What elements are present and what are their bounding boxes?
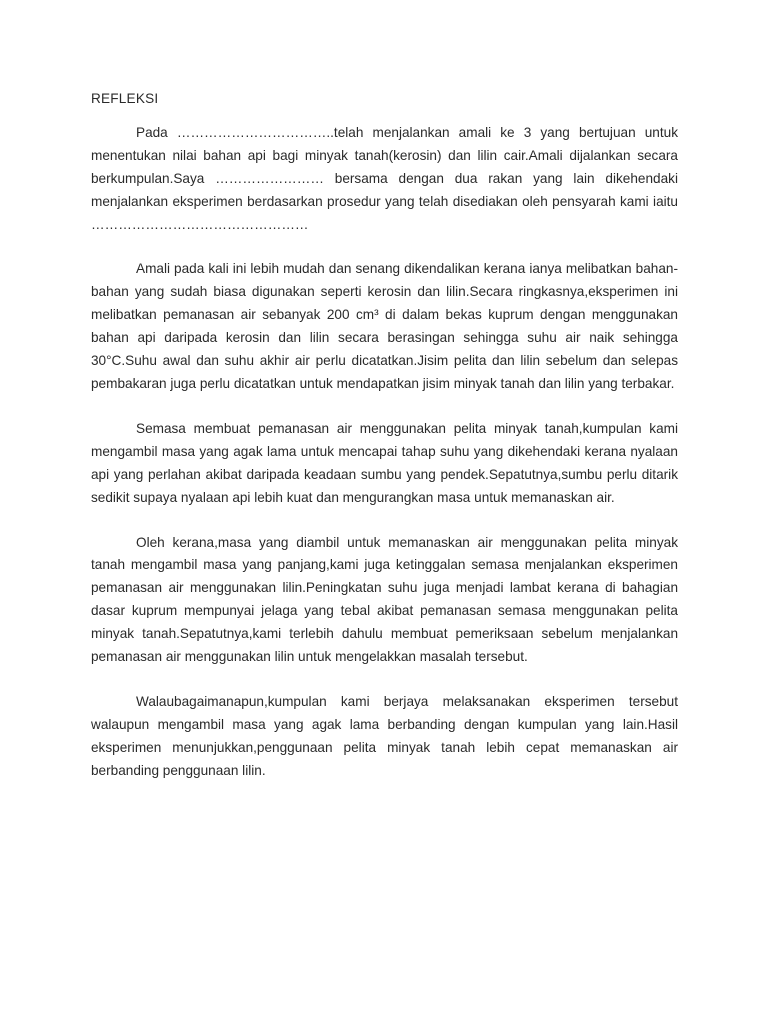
paragraph-experiment-summary: Amali pada kali ini lebih mudah dan senang dikendalikan kerana ianya melibatkan bahan-bahan yang sudah biasa digunakan seperti kerosin dan lilin.Secara ringkasnya,eksperimen ini melibatkan pemanasan air sebanyak 200 cm³ di dalam bekas kuprum dengan menggunakan bahan api daripada kerosin dan lilin secara berasingan sehingga suhu air naik sehingga 30°C.Suhu awal dan suhu akhir air perlu dicatatkan.Jisim pelita dan lilin sebelum dan selepas pembakaran juga perlu dicatatkan untuk mendapatkan jisim minyak tanah dan lilin yang terbakar.	[91, 261, 678, 391]
paragraph-kerosene-heating: Semasa membuat pemanasan air menggunakan pelita minyak tanah,kumpulan kami mengambil masa yang agak lama untuk mencapai tahap suhu yang dikehendaki kerana nyalaan api yang perlahan akibat daripada keadaan sumbu yang pendek.Sepatutnya,sumbu perlu ditarik sedikit supaya nyalaan api lebih kuat dan mengurangkan masa untuk memanaskan air.	[91, 420, 678, 505]
paragraph-introduction: Pada ……………………………..telah menjalankan amali ke 3 yang bertujuan untuk menentukan nilai bahan api bagi minyak tanah(kerosin) dan lilin cair.Amali dijalankan secara berkumpulan.Saya …………………… bersama dengan dua rakan yang lain dikehendaki menjalankan eksperimen berdasarkan prosedur yang telah disediakan oleh pensyarah kami iaitu …………………………………………	[91, 124, 678, 232]
paragraph-conclusion: Walaubagaimanapun,kumpulan kami berjaya melaksanakan eksperimen tersebut walaupun mengambil masa yang agak lama berbanding dengan kumpulan yang lain.Hasil eksperimen menunjukkan,penggunaan pelita minyak tanah lebih cepat memanaskan air berbanding penggunaan lilin.	[91, 693, 678, 778]
document-title: REFLEKSI	[91, 91, 159, 106]
document-body	[91, 88, 678, 805]
paragraph-candle-heating: Oleh kerana,masa yang diambil untuk memanaskan air menggunakan pelita minyak tanah mengambil masa yang panjang,kami juga ketinggalan semasa menjalankan eksperimen pemanasan air menggunakan lilin.Peningkatan suhu juga menjadi lambat kerana di bahagian dasar kuprum mempunyai jelaga yang tebal akibat pemanasan semasa menggunakan pelita minyak tanah.Sepatutnya,kami terlebih dahulu membuat pemeriksaan sebelum menjalankan pemanasan air menggunakan lilin untuk mengelakkan masalah tersebut.	[91, 534, 678, 665]
